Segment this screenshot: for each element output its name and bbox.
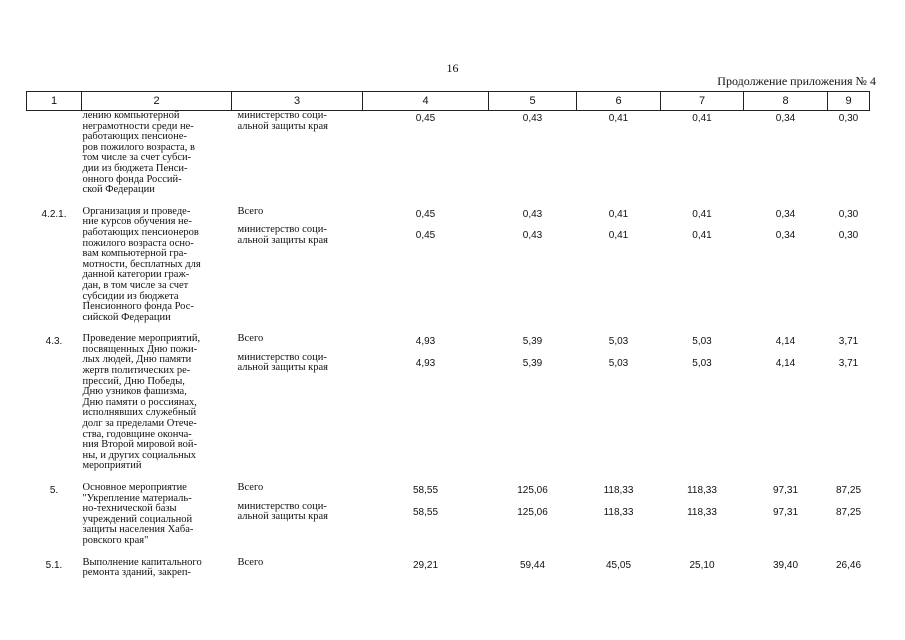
value-col-7 — [661, 111, 744, 207]
funding-source-line: министерство соци- альной защиты края — [237, 351, 329, 374]
activity-name: Организация и проведе- ние курсов обучения не- работающих пенсионеров пожилого возраста осно- вам компьютерной гра- мотности, бесплатных для данной категории граж- дан, в том числе за счет субсидии из бюджета Пенсионного фонда Рос- сийской Федерации — [82, 205, 201, 323]
value-cell: 0,45 — [415, 113, 436, 124]
activity-name: Выполнение капитального ремонта зданий, закреп- — [82, 556, 202, 579]
value-cell: 0,41 — [692, 230, 712, 242]
value-col-5 — [489, 558, 577, 591]
funding-source — [232, 207, 363, 335]
value-cell: 3,71 — [838, 336, 859, 348]
funding-source-line: министерство соци- альной защиты края — [237, 224, 329, 246]
funding-source-line: Всего — [237, 205, 264, 217]
value-cell: 0,41 — [692, 113, 712, 124]
value-col-4 — [363, 111, 489, 207]
value-col-9 — [828, 334, 870, 483]
value-cell: 0,45 — [415, 230, 436, 242]
value-col-4 — [363, 334, 489, 483]
value-col-4 — [363, 483, 489, 558]
value-cell: 0,30 — [838, 230, 859, 242]
value-col-6 — [577, 558, 661, 591]
value-col-8 — [744, 483, 828, 558]
value-cell: 26,46 — [835, 559, 862, 571]
value-cell: 0,43 — [522, 230, 543, 242]
row-number: 5.1. — [45, 559, 63, 571]
value-cell: 5,03 — [692, 357, 712, 369]
value-cell: 87,25 — [835, 485, 862, 496]
value-col-5 — [489, 207, 577, 335]
column-header-4: 4 — [363, 92, 489, 111]
value-cell: 0,43 — [522, 208, 543, 220]
value-cell: 45,05 — [605, 559, 632, 571]
value-cell: 5,03 — [692, 336, 712, 348]
table-row — [27, 207, 870, 335]
value-cell: 0,41 — [608, 208, 629, 220]
value-cell: 4,14 — [775, 336, 796, 348]
page-number: 16 — [446, 61, 459, 75]
column-header-7: 7 — [661, 92, 744, 111]
value-cell: 118,33 — [687, 506, 717, 518]
value-cell: 87,25 — [835, 506, 862, 518]
budget-table — [26, 91, 870, 590]
table-header-row — [27, 92, 870, 111]
activity-name: лению компьютерной неграмотности среди не- работающих пенсионе- ров пожилого возраста, в том числе за счет субси- дии из бюджета Пенси- онного фонда Россий- ской Федерации — [82, 110, 195, 196]
column-header-9: 9 — [828, 92, 870, 111]
value-col-4 — [363, 207, 489, 335]
value-cell: 58,55 — [412, 485, 439, 496]
value-col-6 — [577, 334, 661, 483]
column-header-2: 2 — [82, 92, 232, 111]
value-cell: 118,33 — [687, 485, 717, 496]
table-row — [27, 111, 870, 207]
value-cell: 4,14 — [775, 357, 796, 369]
funding-source-line: Всего — [237, 333, 264, 345]
value-cell: 5,39 — [522, 357, 543, 369]
value-cell: 125,06 — [517, 506, 548, 518]
activity-name: Основное мероприятие "Укрепление материаль- но-технической базы учреждений социальной защиты населения Хаба- ровского края" — [82, 482, 194, 546]
value-cell: 0,41 — [692, 208, 712, 220]
value-col-9 — [828, 207, 870, 335]
value-cell: 0,30 — [838, 208, 859, 220]
value-cell: 4,93 — [415, 336, 436, 348]
row-number — [27, 111, 82, 207]
table-body — [27, 111, 870, 591]
table-row — [27, 558, 870, 591]
value-cell: 39,40 — [772, 559, 799, 571]
table-row — [27, 334, 870, 483]
value-col-9 — [828, 558, 870, 591]
value-cell: 97,31 — [772, 506, 799, 518]
value-cell: 0,30 — [838, 113, 859, 124]
value-cell: 0,43 — [522, 113, 543, 124]
value-col-9 — [828, 111, 870, 207]
value-cell: 0,34 — [775, 230, 796, 242]
value-cell: 97,31 — [772, 485, 799, 496]
value-col-8 — [744, 111, 828, 207]
column-header-5: 5 — [489, 92, 577, 111]
value-cell: 0,34 — [775, 113, 796, 124]
value-col-5 — [489, 111, 577, 207]
value-cell: 58,55 — [412, 506, 439, 518]
column-header-8: 8 — [744, 92, 828, 111]
column-header-3: 3 — [232, 92, 363, 111]
row-number: 4.3. — [45, 336, 63, 348]
value-cell: 4,93 — [415, 357, 436, 369]
funding-source-line: министерство соци- альной защиты края — [237, 110, 329, 132]
appendix-caption: Продолжение приложения № 4 — [717, 74, 876, 88]
column-header-1: 1 — [27, 92, 82, 111]
value-col-8 — [744, 207, 828, 335]
value-cell: 0,45 — [415, 208, 436, 220]
funding-source — [232, 111, 363, 207]
value-col-7 — [661, 558, 744, 591]
value-col-6 — [577, 111, 661, 207]
funding-source-line: Всего — [237, 482, 264, 493]
value-cell: 118,33 — [603, 506, 634, 518]
value-col-8 — [744, 334, 828, 483]
value-col-7 — [661, 483, 744, 558]
value-cell: 5,03 — [608, 336, 629, 348]
value-cell: 118,33 — [603, 485, 634, 496]
value-cell: 3,71 — [838, 357, 859, 369]
table-row — [27, 483, 870, 558]
value-col-6 — [577, 207, 661, 335]
value-cell: 0,34 — [775, 208, 796, 220]
activity-name: Проведение мероприятий, посвященных Дню пожи- лых людей, Дню памяти жертв политических ре- прессий, Дню Победы, Дню узников фашизма, Дню памяти о россиянах, исполнявших служебный долг за пределами Отече- ства, годовщине оконча- ния Второй мировой вой- ны, и других социальных мероприятий — [82, 333, 201, 472]
value-cell: 59,44 — [519, 559, 546, 571]
funding-source-line: Всего — [237, 556, 264, 568]
value-col-6 — [577, 483, 661, 558]
row-number: 5. — [49, 485, 59, 496]
row-number: 4.2.1. — [41, 208, 67, 220]
value-cell: 25,10 — [689, 559, 715, 571]
value-cell: 5,03 — [608, 357, 629, 369]
funding-source — [232, 558, 363, 591]
value-col-9 — [828, 483, 870, 558]
value-cell: 0,41 — [608, 230, 629, 242]
value-col-7 — [661, 207, 744, 335]
value-cell: 125,06 — [517, 485, 548, 496]
column-header-6: 6 — [577, 92, 661, 111]
value-col-5 — [489, 334, 577, 483]
value-cell: 0,41 — [608, 113, 629, 124]
value-cell: 5,39 — [522, 336, 543, 348]
funding-source — [232, 334, 363, 483]
value-col-8 — [744, 558, 828, 591]
value-col-7 — [661, 334, 744, 483]
funding-source — [232, 483, 363, 558]
value-col-5 — [489, 483, 577, 558]
funding-source-line: министерство соци- альной защиты края — [237, 500, 329, 523]
value-cell: 29,21 — [412, 559, 439, 571]
value-col-4 — [363, 558, 489, 591]
